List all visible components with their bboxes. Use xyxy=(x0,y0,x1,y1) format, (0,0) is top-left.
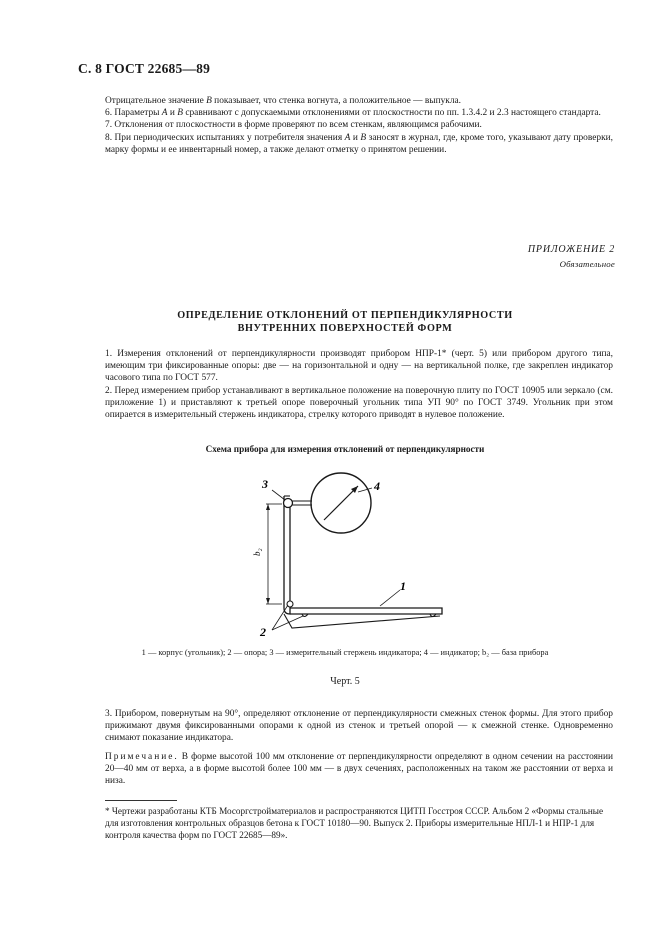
paragraph-3-rotated: 3. Прибором, повернутым на 90°, определяют отклонение от перпендикулярности смежных стенок формы. Для этого прибор прижимают двумя фиксированными опорами к одной из стенок и третьей опорой — к смежной стенке. Одновременно снимают показание индикатора. xyxy=(105,709,613,744)
body-bottom-edge xyxy=(284,614,440,628)
body-horizontal-flange xyxy=(290,608,442,614)
paragraph-7: 7. Отклонения от плоскостности в форме проверяют по всем стенкам, являющимся рабочими. xyxy=(105,120,482,131)
indicator-needle xyxy=(324,486,358,520)
section-paragraph-1: 1. Измерения отклонений от перпендикулярности производят прибором НПР-1* (черт. 5) или прибором другого типа, имеющим три фиксированные опоры: две — на горизонтальной и одну — на вертикальной полке, где закреплен индикатор часового типа по ГОСТ 577. xyxy=(105,349,613,384)
section-title xyxy=(105,309,585,335)
page-header: С. 8 ГОСТ 22685—89 xyxy=(78,61,211,76)
instrument-diagram xyxy=(250,468,460,638)
body-vertical-flange xyxy=(284,496,290,614)
dimension-label: b₂ xyxy=(252,548,262,556)
callout-4: 4 xyxy=(374,479,380,493)
paragraph-8: 8. При периодических испытаниях у потребителя значения А и В заносят в журнал, где, кроме того, указывают дату проверки, марку формы и ее инвентарный номер, а также делают отметку о принятом решении. xyxy=(105,132,613,155)
footnote-divider xyxy=(105,800,177,801)
support-vertical xyxy=(287,601,293,607)
note-label: Примечание. xyxy=(105,751,179,762)
footnote: * Чертежи разработаны КТБ Мосоргстройматериалов и распространяются ЦИТП Госстроя СССР. Альбом 2 «Формы стальные для изготовления контрольных образцов бетона к ГОСТ 10180—90. Выпуск 2. Приборы измерительные НПЛ-1 и НПР-1 для контроля качества форм по ГОСТ 22685—89». xyxy=(105,806,604,840)
callout-3: 3 xyxy=(262,477,268,491)
note-text: В форме высотой 100 мм отклонение от перпендикулярности определяют в одном сечении на расстоянии 20—40 мм от верха, а в форме высотой более 100 мм — в двух сечениях, расположенных на таком же расстоянии от верха и низа. xyxy=(105,751,613,787)
callout-2: 2 xyxy=(260,625,266,638)
section-title-line1: ОПРЕДЕЛЕНИЕ ОТКЛОНЕНИЙ ОТ ПЕРПЕНДИКУЛЯРНОСТИ xyxy=(177,310,513,321)
figure-title: Схема прибора для измерения отклонений от перпендикулярности xyxy=(205,444,485,454)
top-paragraphs xyxy=(105,95,613,156)
paragraph-6: 6. Параметры А и В сравнивают с допускаемыми отклонениями от плоскостности по пп. 1.3.4.2 и 2.3 настоящего стандарта. xyxy=(105,108,601,119)
after-figure xyxy=(105,708,613,787)
figure-caption: Черт. 5 xyxy=(330,676,360,687)
callout-1: 1 xyxy=(400,579,406,593)
paragraph-negative-value: Отрицательное значение В показывает, что стенка вогнута, а положительное — выпукла. xyxy=(105,96,462,106)
figure-legend: 1 — корпус (угольник); 2 — опора; 3 — измерительный стержень индикатора; 4 — индикатор; b₂ — база прибора xyxy=(141,648,549,657)
section-title-line2: ВНУТРЕННИХ ПОВЕРХНОСТЕЙ ФОРМ xyxy=(237,323,453,334)
section-paragraphs xyxy=(105,348,613,421)
appendix-label xyxy=(528,243,615,271)
appendix-status: Обязательное xyxy=(559,259,615,269)
appendix-title: ПРИЛОЖЕНИЕ 2 xyxy=(527,244,615,255)
note-paragraph xyxy=(105,751,613,788)
section-paragraph-2: 2. Перед измерением прибор устанавливают в вертикальное положение на поверочную плиту по ГОСТ 10905 или зеркало (см. приложение 1) и приставляют к третьей опоре поверочный угольник типа УП 90° по ГОСТ 3749. Угольник при этом опирается в измерительный стержень индикатора, стрелку которого приводят в нулевое положение. xyxy=(105,385,613,421)
